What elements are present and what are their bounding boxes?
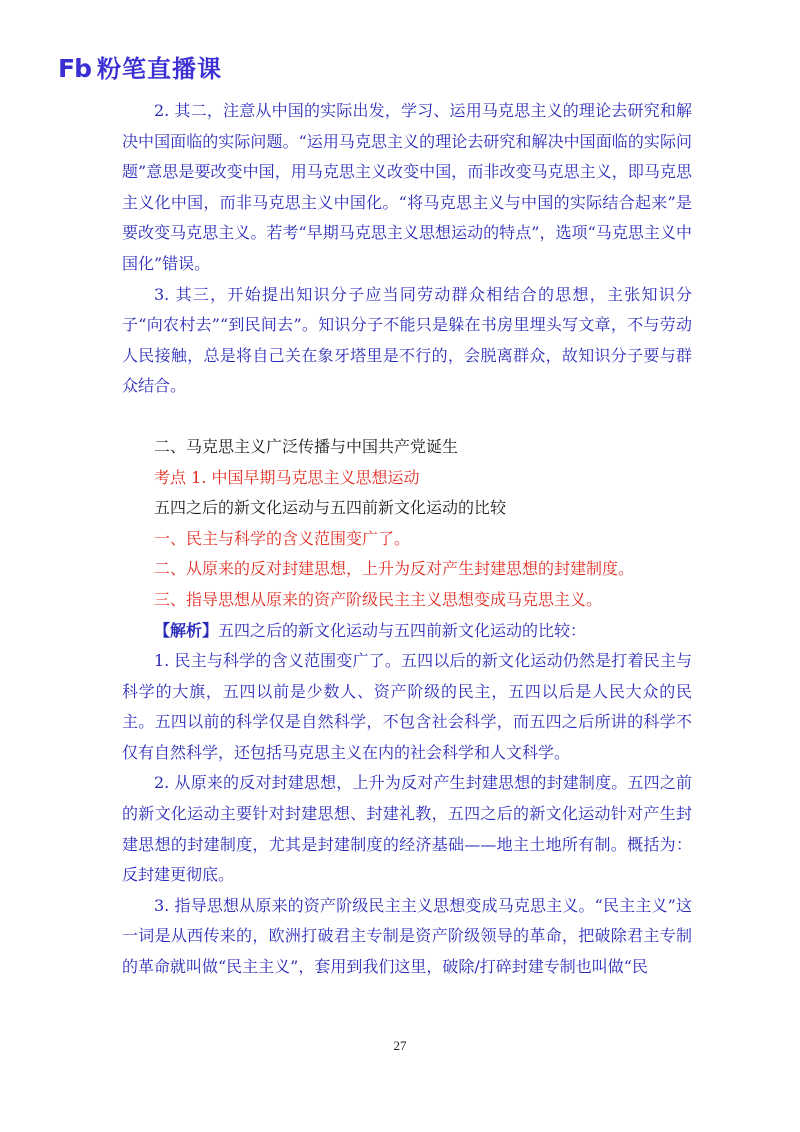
spacer <box>122 402 692 432</box>
analysis-line <box>122 616 692 647</box>
paragraph-bottom-3: 3. 指导思想从原来的资产阶级民主主义思想变成马克思主义。“民主主义”这一词是从西传来的，欧洲打破君主专制是资产阶级领导的革命，把破除君主专制的革命就叫做“民主主义”，套用到我们这里，破除/打碎封建专制也叫做“民 <box>122 895 692 977</box>
paragraph-top-2: 2. 其二，注意从中国的实际出发，学习、运用马克思主义的理论去研究和解决中国面临的实际问题。“运用马克思主义的理论去研究和解决中国面临的实际问题”意思是要改变中国，用马克思主义改变中国，而非改变马克思主义，即马克思主义化中国，而非马克思主义中国化。“将马克思主义与中国的实际结合起来”是要改变马克思主义。若考“早期马克思主义思想运动的特点”，选项“马克思主义中国化”错误。 <box>122 101 692 273</box>
analysis-label: 【解析】 <box>154 620 219 640</box>
point-3: 三、指导思想从原来的资产阶级民主主义思想变成马克思主义。 <box>154 589 603 609</box>
paragraph-bottom-1: 1. 民主与科学的含义范围变广了。五四以后的新文化运动仍然是打着民主与科学的大旗，五四以前是少数人、资产阶级的民主，五四以后是人民大众的民主。五四以前的科学仅是自然科学，不包含社会科学，而五四之后所讲的科学不仅有自然科学，还包括马克思主义在内的社会科学和人文科学。 <box>122 651 692 762</box>
brand-name: 粉笔直播课 <box>96 55 222 83</box>
document-body <box>122 96 692 983</box>
section-title: 二、马克思主义广泛传播与中国共产党诞生 <box>154 436 459 456</box>
brand-header <box>58 54 222 84</box>
page-number: 27 <box>393 1038 407 1053</box>
point-1: 一、民主与科学的含义范围变广了。 <box>154 528 411 548</box>
paragraph-bottom-2: 2. 从原来的反对封建思想，上升为反对产生封建思想的封建制度。五四之前的新文化运动主要针对封建思想、封建礼教，五四之后的新文化运动针对产生封建思想的封建制度，尤其是封建制度的经济基础——地主土地所有制。概括为：反封建更彻底。 <box>122 773 692 885</box>
compare-title: 五四之后的新文化运动与五四前新文化运动的比较 <box>154 498 507 518</box>
paragraph-top-3: 3. 其三，开始提出知识分子应当同劳动群众相结合的思想，主张知识分子“向农村去”“到民间去”。知识分子不能只是躲在书房里埋头写文章，不与劳动人民接触，总是将自己关在象牙塔里是不行的，会脱离群众，故知识分子要与群众结合。 <box>122 284 692 396</box>
brand-logo: Fb <box>58 54 91 83</box>
analysis-text: 五四之后的新文化运动与五四前新文化运动的比较： <box>218 620 587 640</box>
kaodian-heading: 考点 1. 中国早期马克思主义思想运动 <box>154 467 420 487</box>
point-2: 二、从原来的反对封建思想，上升为反对产生封建思想的封建制度。 <box>154 559 635 579</box>
